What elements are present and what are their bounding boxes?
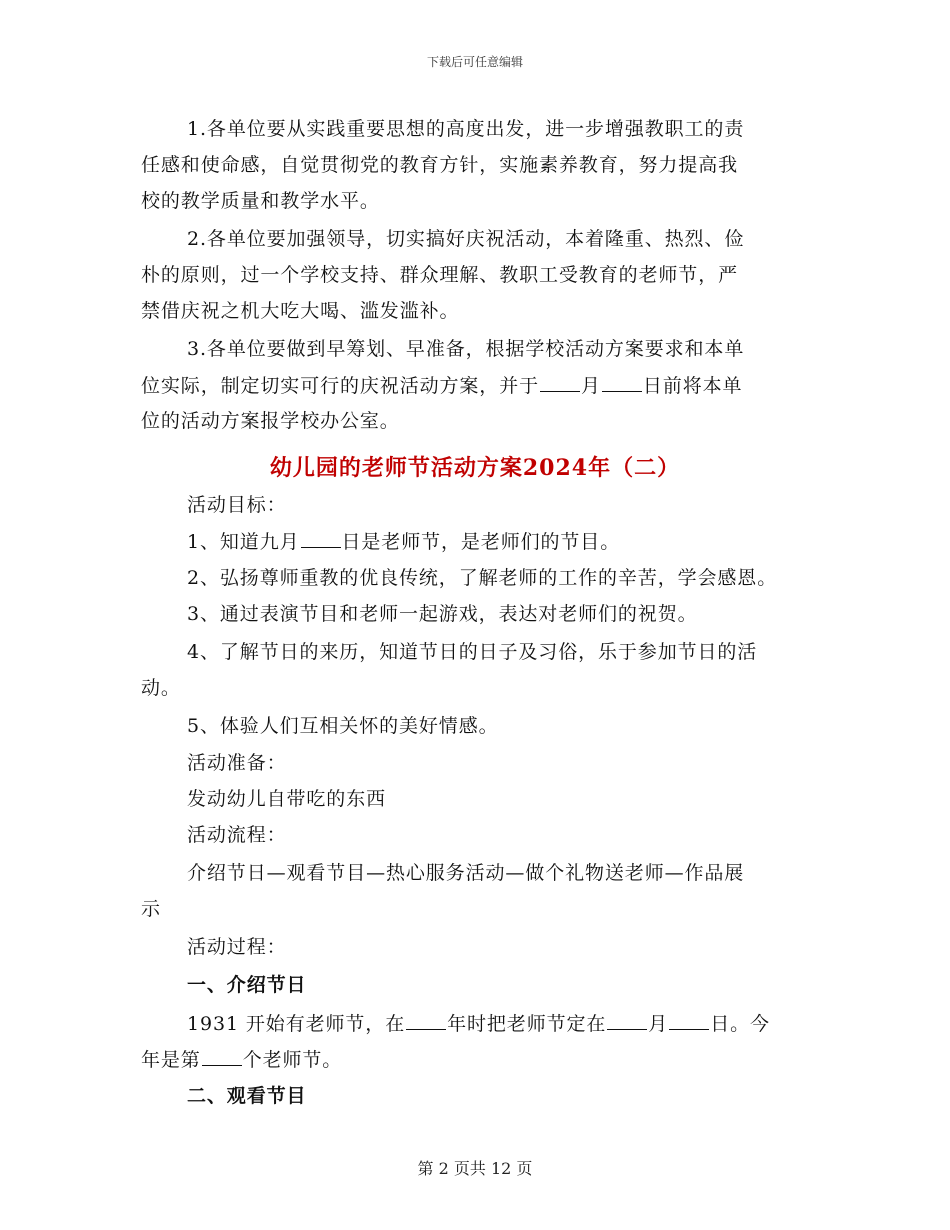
prep-text: 发动幼儿自带吃的东西 bbox=[187, 788, 387, 810]
goal-item: 2、弘扬尊师重教的优良传统，了解老师的工作的辛苦，学会感恩。 bbox=[187, 567, 778, 589]
goal-item: 3、通过表演节目和老师一起游戏，表达对老师们的祝贺。 bbox=[187, 603, 698, 625]
text-segment: 年时把老师节定在 bbox=[447, 1013, 607, 1035]
paragraph-line bbox=[187, 1011, 770, 1036]
fill-blank bbox=[202, 1047, 242, 1066]
paragraph-line: 朴的原则，过一个学校支持、群众理解、教职工受教育的老师节，严 bbox=[141, 264, 739, 286]
paragraph-line: 2.各单位要加强领导，切实搞好庆祝活动，本着隆重、热烈、俭 bbox=[187, 228, 745, 250]
paragraph-line: 示 bbox=[141, 898, 161, 920]
fill-blank bbox=[669, 1011, 709, 1030]
heading-flow: 活动流程： bbox=[187, 824, 287, 846]
goal-item: 5、体验人们互相关怀的美好情感。 bbox=[187, 715, 499, 737]
fill-blank bbox=[607, 1011, 647, 1030]
page-header: 下载后可任意编辑 bbox=[426, 55, 523, 69]
paragraph-line: 动。 bbox=[141, 677, 181, 699]
fill-blank bbox=[602, 373, 642, 392]
fill-blank bbox=[540, 373, 580, 392]
paragraph-line: 1.各单位要从实践重要思想的高度出发，进一步增强教职工的责 bbox=[187, 118, 745, 140]
goal-item bbox=[187, 529, 620, 554]
paragraph-line bbox=[141, 1047, 342, 1072]
text-segment: 月 bbox=[648, 1013, 669, 1035]
text-segment: 1、知道九月 bbox=[187, 531, 300, 553]
fill-blank bbox=[301, 529, 341, 548]
flow-text: 介绍节日—观看节目—热心服务活动—做个礼物送老师—作品展 bbox=[187, 862, 745, 884]
heading-prep: 活动准备： bbox=[187, 752, 287, 774]
paragraph-line: 位的活动方案报学校办公室。 bbox=[141, 410, 400, 432]
paragraph-line bbox=[141, 373, 742, 398]
heading-process: 活动过程： bbox=[187, 936, 287, 958]
text-segment: 日。今 bbox=[710, 1013, 770, 1035]
fill-blank bbox=[406, 1011, 446, 1030]
text-segment: 个老师节。 bbox=[242, 1049, 343, 1071]
text-segment: 1931 开始有老师节，在 bbox=[187, 1013, 406, 1035]
text-segment: 日是老师节，是老师们的节目。 bbox=[341, 531, 621, 553]
part-heading: 一、介绍节日 bbox=[187, 974, 307, 996]
section-title: 幼儿园的老师节活动方案2024年（二） bbox=[269, 455, 681, 481]
paragraph-line: 校的教学质量和教学水平。 bbox=[141, 190, 380, 212]
text-segment: 日前将本单 bbox=[642, 375, 743, 397]
text-segment: 位实际，制定切实可行的庆祝活动方案，并于 bbox=[141, 375, 540, 397]
heading-goals: 活动目标： bbox=[187, 494, 287, 516]
text-segment: 月 bbox=[581, 375, 601, 397]
text-segment: 年是第 bbox=[141, 1049, 201, 1071]
part-heading: 二、观看节目 bbox=[187, 1085, 307, 1107]
page-footer: 第 2 页共 12 页 bbox=[417, 1159, 533, 1178]
paragraph-line: 3.各单位要做到早筹划、早准备，根据学校活动方案要求和本单 bbox=[187, 338, 745, 360]
paragraph-line: 禁借庆祝之机大吃大喝、滥发滥补。 bbox=[141, 300, 460, 322]
goal-item: 4、了解节日的来历，知道节日的日子及习俗，乐于参加节日的活 bbox=[187, 641, 758, 663]
paragraph-line: 任感和使命感，自觉贯彻党的教育方针，实施素养教育，努力提高我 bbox=[141, 154, 739, 176]
